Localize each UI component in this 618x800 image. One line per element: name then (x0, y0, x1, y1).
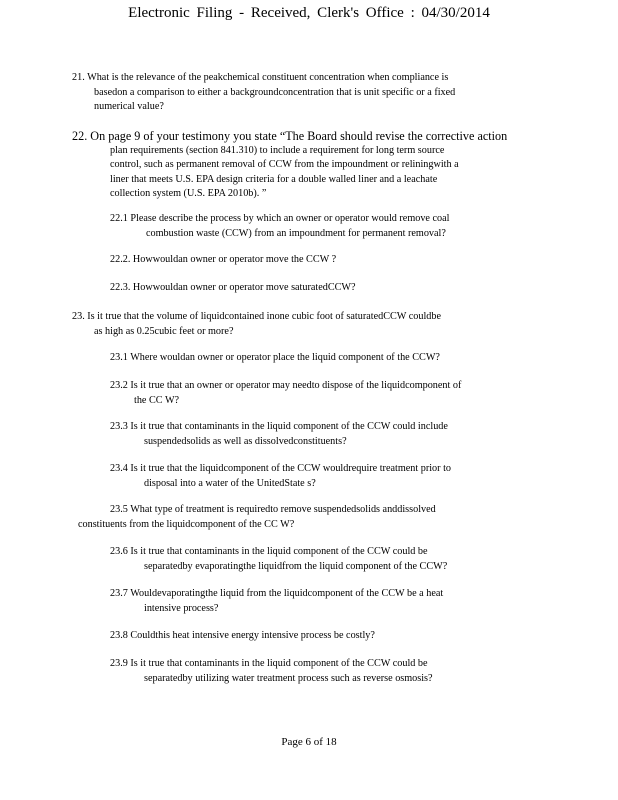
question-22-line-3: control, such as permanent removal of CCW from the impoundment or reliningwith a (110, 159, 459, 170)
question-23-2-line-2: the CC W? (134, 394, 180, 406)
question-22-1 (110, 212, 449, 241)
question-23-5-line-2: constituents from the liquidcomponent of the CC W? (78, 518, 295, 530)
question-22-line-5: collection system (U.S. EPA 2010b). ” (110, 188, 267, 199)
question-23 (72, 310, 441, 339)
question-22-line-1: 22. On page 9 of your testimony you state “The Board should revise the corrective action (72, 129, 508, 143)
question-23-line-1: 23. Is it true that the volume of liquidcontained inone cubic foot of saturatedCCW couldbe (72, 311, 442, 322)
question-23-6-line-1: 23.6 Is it true that contaminants in the liquid component of the CCW could be (110, 546, 428, 557)
question-22-3-line-1: 22.3. Howwouldan owner or operator move saturatedCCW? (110, 282, 356, 293)
question-23-9 (110, 657, 433, 686)
question-23-1 (110, 351, 440, 366)
question-22-3 (110, 281, 356, 296)
question-23-7 (110, 587, 443, 616)
filing-stamp-header: Electronic Filing - Received, Clerk's Office : 04/30/2014 (128, 5, 490, 21)
question-23-2-line-1: 23.2 Is it true that an owner or operator may needto dispose of the liquidcomponent of (110, 380, 462, 391)
question-22 (72, 129, 507, 202)
page-number: Page 6 of 18 (281, 736, 337, 748)
question-23-7-line-2: intensive process? (144, 602, 219, 614)
question-21-line-1: 21. What is the relevance of the peakchemical constituent concentration when compliance is (72, 72, 449, 83)
question-23-1-line-1: 23.1 Where wouldan owner or operator place the liquid component of the CCW? (110, 352, 440, 363)
question-23-line-2: as high as 0.25cubic feet or more? (94, 325, 234, 337)
question-22-1-line-2: combustion waste (CCW) from an impoundment for permanent removal? (146, 227, 446, 239)
question-23-7-line-1: 23.7 Wouldevaporatingthe liquid from the liquidcomponent of the CCW be a heat (110, 588, 444, 599)
question-23-8-line-1: 23.8 Couldthis heat intensive energy intensive process be costly? (110, 630, 375, 641)
question-23-2 (110, 379, 461, 408)
question-23-9-line-1: 23.9 Is it true that contaminants in the liquid component of the CCW could be (110, 658, 428, 669)
question-21 (72, 71, 455, 115)
question-22-2 (110, 253, 336, 268)
question-23-3-line-2: suspendedsolids as well as dissolvedconstituents? (144, 435, 347, 447)
question-22-line-4: liner that meets U.S. EPA design criteria for a double walled liner and a leachate (110, 173, 438, 185)
question-23-5-line-1: 23.5 What type of treatment is requiredto remove suspendedsolids anddissolved (110, 504, 436, 515)
question-22-line-2: plan requirements (section 841.310) to include a requirement for long term source (110, 144, 445, 156)
question-23-6 (110, 545, 447, 574)
question-22-1-line-1: 22.1 Please describe the process by which an owner or operator would remove coal (110, 213, 450, 224)
question-23-5 (78, 503, 436, 532)
question-23-3-line-1: 23.3 Is it true that contaminants in the liquid component of the CCW could include (110, 421, 448, 432)
question-23-9-line-2: separatedby utilizing water treatment process such as reverse osmosis? (144, 672, 433, 684)
question-23-6-line-2: separatedby evaporatingthe liquidfrom the liquid component of the CCW? (144, 560, 448, 572)
question-21-line-3: numerical value? (94, 101, 164, 112)
question-23-4-line-2: disposal into a water of the UnitedState s? (144, 477, 316, 489)
question-23-8 (110, 629, 375, 644)
question-22-2-line-1: 22.2. Howwouldan owner or operator move the CCW ? (110, 254, 337, 265)
question-23-4-line-1: 23.4 Is it true that the liquidcomponent of the CCW wouldrequire treatment prior to (110, 463, 452, 474)
question-21-line-2: basedon a comparison to either a backgroundconcentration that is unit specific or a fixed (94, 86, 456, 98)
question-23-4 (110, 462, 451, 491)
question-23-3 (110, 420, 448, 449)
